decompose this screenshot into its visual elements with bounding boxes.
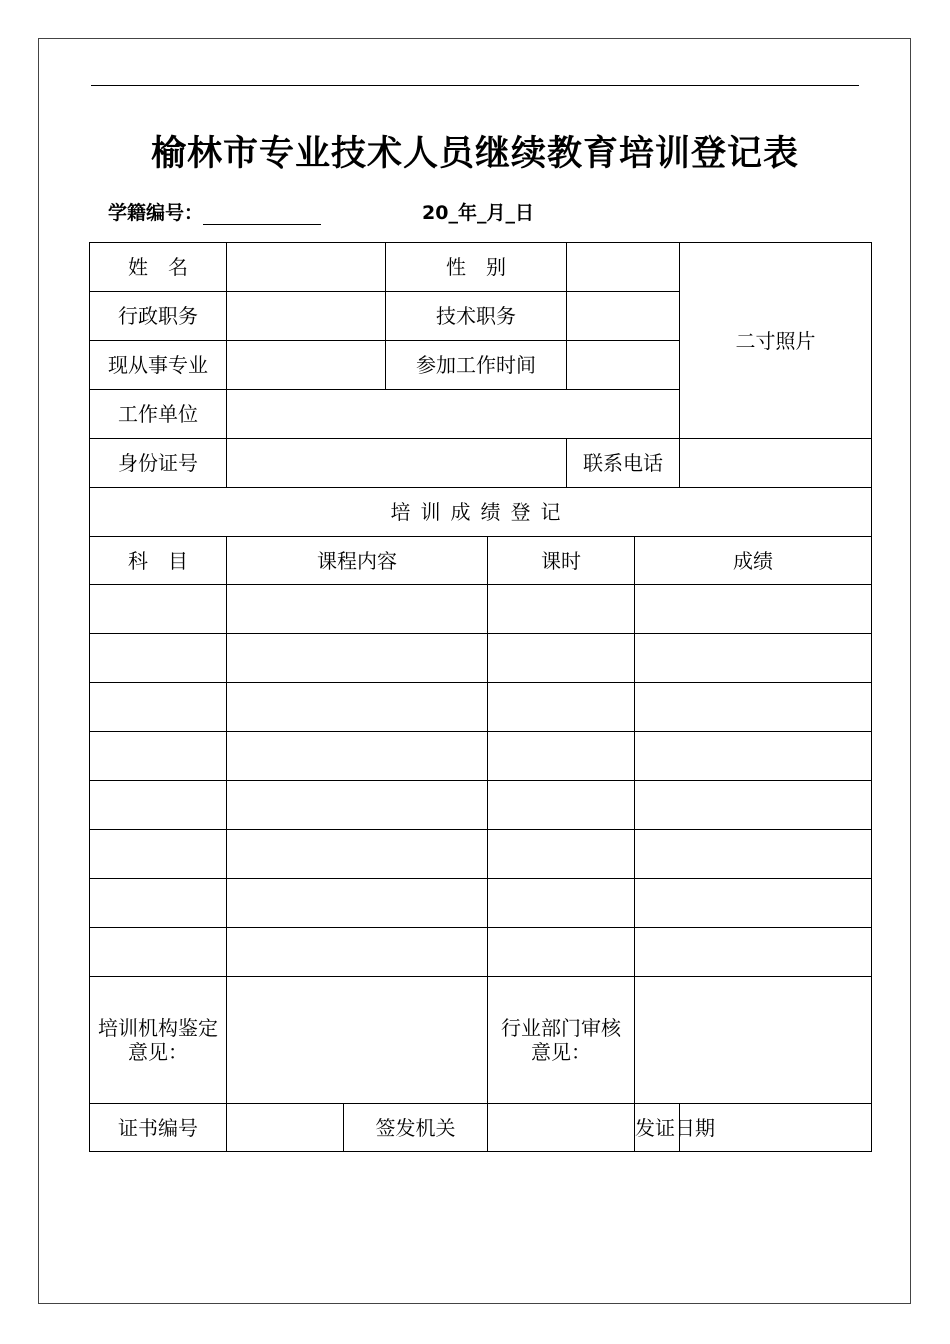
- table-row: [90, 683, 872, 732]
- hours-cell[interactable]: [488, 781, 635, 830]
- student-id-line: [108, 198, 321, 225]
- employer-label: 工作单位: [90, 390, 227, 439]
- table-row: [90, 732, 872, 781]
- id-field[interactable]: [227, 439, 567, 488]
- row-opinions: [90, 977, 872, 1104]
- subject-cell[interactable]: [90, 732, 227, 781]
- department-opinion-line2: 意见：: [531, 1040, 591, 1064]
- registration-table: [89, 242, 872, 1152]
- tech-post-field[interactable]: [567, 292, 680, 341]
- table-row: [90, 879, 872, 928]
- table-row: [90, 830, 872, 879]
- training-section-title: 培训成绩登记: [90, 488, 872, 537]
- phone-label: 联系电话: [567, 439, 680, 488]
- col-hours-header: 课时: [488, 537, 635, 585]
- row-name-gender: [90, 243, 872, 292]
- major-field[interactable]: [227, 341, 386, 390]
- admin-post-label: 行政职务: [90, 292, 227, 341]
- gender-field[interactable]: [567, 243, 680, 292]
- name-label: 姓 名: [90, 243, 227, 292]
- col-subject-header: 科 目: [90, 537, 227, 585]
- score-cell[interactable]: [635, 634, 872, 683]
- table-row: [90, 781, 872, 830]
- content-cell[interactable]: [227, 585, 488, 634]
- date-line[interactable]: 20_年_月_日: [422, 202, 534, 224]
- training-header-row: [90, 537, 872, 585]
- hours-cell[interactable]: [488, 830, 635, 879]
- hours-cell[interactable]: [488, 634, 635, 683]
- content-cell[interactable]: [227, 879, 488, 928]
- subject-cell[interactable]: [90, 928, 227, 977]
- student-id-blank[interactable]: [203, 206, 321, 225]
- table-row: [90, 634, 872, 683]
- department-opinion-field[interactable]: [635, 977, 872, 1104]
- subject-cell[interactable]: [90, 683, 227, 732]
- subject-cell[interactable]: [90, 585, 227, 634]
- photo-box: 二寸照片: [680, 243, 872, 439]
- hours-cell[interactable]: [488, 732, 635, 781]
- col-content-header: 课程内容: [227, 537, 488, 585]
- table-row: [90, 928, 872, 977]
- work-start-label: 参加工作时间: [386, 341, 567, 390]
- institution-opinion-label: [90, 977, 227, 1104]
- institution-opinion-line2: 意见：: [128, 1040, 188, 1064]
- subject-cell[interactable]: [90, 830, 227, 879]
- content-cell[interactable]: [227, 781, 488, 830]
- header-rule: [91, 85, 859, 86]
- name-field[interactable]: [227, 243, 386, 292]
- content-cell[interactable]: [227, 732, 488, 781]
- row-certificate: [90, 1104, 872, 1152]
- institution-opinion-line1: 培训机构鉴定: [98, 1016, 218, 1040]
- institution-opinion-field[interactable]: [227, 977, 488, 1104]
- admin-post-field[interactable]: [227, 292, 386, 341]
- score-cell[interactable]: [635, 879, 872, 928]
- employer-field[interactable]: [227, 390, 680, 439]
- subject-cell[interactable]: [90, 634, 227, 683]
- score-cell[interactable]: [635, 683, 872, 732]
- work-start-field[interactable]: [567, 341, 680, 390]
- gender-label: 性 别: [386, 243, 567, 292]
- hours-cell[interactable]: [488, 879, 635, 928]
- content-cell[interactable]: [227, 634, 488, 683]
- tech-post-label: 技术职务: [386, 292, 567, 341]
- student-id-label: 学籍编号：: [108, 202, 204, 224]
- content-cell[interactable]: [227, 830, 488, 879]
- phone-field[interactable]: [680, 439, 872, 488]
- department-opinion-line1: 行业部门审核: [501, 1016, 621, 1040]
- cert-no-field[interactable]: [227, 1104, 344, 1152]
- col-score-header: 成绩: [635, 537, 872, 585]
- issue-date-label: [635, 1104, 715, 1152]
- issuer-field[interactable]: [488, 1104, 635, 1152]
- score-cell[interactable]: [635, 830, 872, 879]
- content-cell[interactable]: [227, 683, 488, 732]
- row-training-title: [90, 488, 872, 537]
- hours-cell[interactable]: [488, 585, 635, 634]
- subject-cell[interactable]: [90, 781, 227, 830]
- major-label: 现从事专业: [90, 341, 227, 390]
- score-cell[interactable]: [635, 928, 872, 977]
- id-label: 身份证号: [90, 439, 227, 488]
- content-cell[interactable]: [227, 928, 488, 977]
- row-id-phone: [90, 439, 872, 488]
- score-cell[interactable]: [635, 781, 872, 830]
- subject-cell[interactable]: [90, 879, 227, 928]
- department-opinion-label: [488, 977, 635, 1104]
- cert-no-label: 证书编号: [90, 1104, 227, 1152]
- issue-date-label-text: 发证日期: [635, 1115, 715, 1140]
- hours-cell[interactable]: [488, 928, 635, 977]
- issuer-label: 签发机关: [344, 1104, 488, 1152]
- form-title: 榆林市专业技术人员继续教育培训登记表: [150, 134, 799, 174]
- hours-cell[interactable]: [488, 683, 635, 732]
- score-cell[interactable]: [635, 732, 872, 781]
- table-row: [90, 585, 872, 634]
- score-cell[interactable]: [635, 585, 872, 634]
